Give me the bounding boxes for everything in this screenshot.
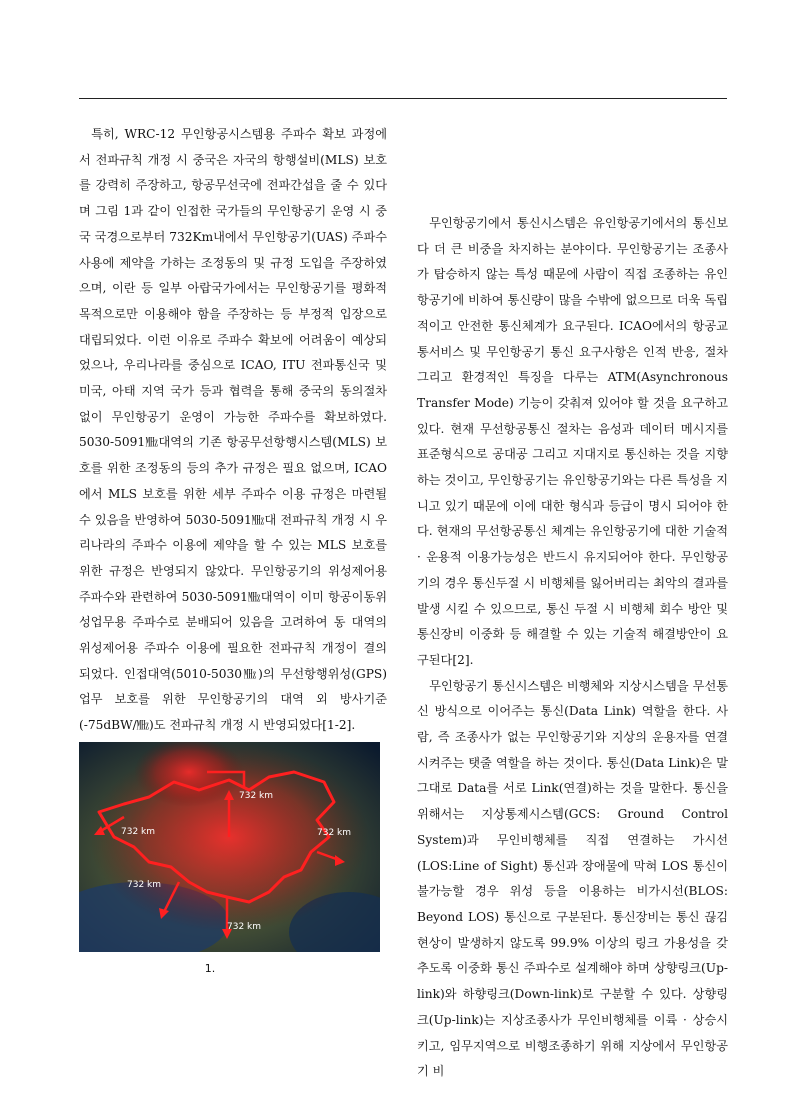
distance-label: 732 km: [121, 827, 156, 837]
distance-label: 732 km: [317, 828, 352, 838]
china-border-map-figure: [79, 742, 380, 952]
distance-label: 732 km: [127, 880, 162, 890]
body-paragraph: 무인항공기 통신시스템은 비행체와 지상시스템을 무선통신 방식으로 이어주는 통신(Data Link) 역할을 한다. 사람, 즉 조종사가 없는 무인항공기와 지상의 운용자를 연결시켜주는 탯줄 역할을 하는 것이다. 통신(Data Link)은 말 그대로 Data를 서로 Link(연결)하는 것을 말한다. 통신을 위해서는 지상통제시스템(GCS: Ground Control System)과 무인비행체를 직접 연결하는 가시선(LOS:Line of Sight) 통신과 장애물에 막혀 LOS 통신이 불가능할 경우 위성 등을 이용하는 비가시선(BLOS: Beyond LOS) 통신으로 구분된다. 통신장비는 통신 끊김 현상이 발생하지 않도록 99.9% 이상의 링크 가용성을 갖추도록 이중화 통신 주파수로 설계해야 하며 상향링크(Up-link)와 하향링크(Down-link)로 구분할 수 있다. 상향링크(Up-link)는 지상조종사가 무인비행체를 이륙 · 상승시키고, 임무지역으로 비행조종하기 위해 지상에서 무인항공기 비: [417, 678, 728, 1079]
body-paragraph: 무인항공기에서 통신시스템은 유인항공기에서의 통신보다 더 큰 비중을 차지하는 분야이다. 무인항공기는 조종사가 탑승하지 않는 특성 때문에 사람이 직접 조종하는 유인항공기에 비하여 통신량이 많을 수밖에 없으므로 더욱 독립적이고 안전한 통신체계가 요구된다. ICAO에서의 항공교통서비스 및 무인항공기 통신 요구사항은 인적 반응, 절차 그리고 환경적인 특징을 다루는 ATM(Asynchronous Transfer Mode) 기능이 갖춰져 있어야 할 것을 요구하고 있다. 현재 무선항공통신 절차는 음성과 데이터 메시지를 표준형식으로 공대공 그리고 지대지로 통신하는 것을 지향하는 것이고, 무인항공기는 유인항공기와는 다른 특성을 지니고 있기 때문에 이에 대한 형식과 등급이 명시 되어야 한다. 현재의 무선항공통신 체계는 유인항공기에 대한 기술적· 운용적 이용가능성은 반드시 유지되어야 한다. 무인항공기의 경우 통신두절 시 비행체를 잃어버리는 최악의 결과를 발생 시킬 수 있으므로, 통신 두절 시 비행체 회수 방안 및 통신장비 이중화 등 해결할 수 있는 기술적 해결방안이 요구된다[2].: [417, 216, 728, 667]
body-paragraph: 특히, WRC-12 무인항공시스템용 주파수 확보 과정에서 전파규칙 개정 시 중국은 자국의 항행설비(MLS) 보호를 강력히 주장하고, 항공무선국에 전파간섭을 줄 수 있다며 그림 1과 같이 인접한 국가들의 무인항공기 운영 시 중국 국경으로부터 732Km내에서 무인항공기(UAS) 주파수 사용에 제약을 가하는 조정동의 및 규정 도입을 주장하였으며, 이란 등 일부 아랍국가에서는 무인항공기를 평화적 목적으로만 이용해야 함을 주장하는 등 부정적 입장으로 대립되었다. 이런 이유로 주파수 확보에 어려움이 예상되었으나, 우리나라를 중심으로 ICAO, ITU 전파통신국 및 미국, 아태 지역 국가 등과 협력을 통해 중국의 동의절차 없이 무인항공기 운영이 가능한 주파수를 확보하였다. 5030-5091㎒대역의 기존 항공무선항행시스템(MLS) 보호를 위한 조정동의 등의 추가 규정은 필요 없으며, ICAO에서 MLS 보호를 위한 세부 주파수 이용 규정은 마련될 수 있음을 반영하여 5030-5091㎒대 전파규칙 개정 시 우리나라의 주파수 이용에 제약을 할 수 있는 MLS 보호를 위한 규정은 반영되지 않았다. 무인항공기의 위성제어용 주파수와 관련하여 5030-5091㎒대역이 이미 항공이동위성업무용 주파수로 분배되어 있음을 고려하여 동 대역의 위성제어용 주파수 이용에 필요한 전파규칙 개정이 결의 되었다. 인접대역(5010-5030㎒)의 무선항행위성(GPS) 업무 보호를 위한 무인항공기의 대역 외 방사기준(-75dBW/㎒)도 전파규칙 개정 시 반영되었다[1-2].: [79, 127, 387, 733]
right-column: [417, 211, 728, 1085]
map-image: [79, 742, 380, 952]
left-column: [79, 122, 387, 739]
distance-label: 732 km: [227, 922, 262, 932]
distance-label: 732 km: [239, 791, 274, 801]
header-rule: [79, 98, 727, 99]
figure-caption: 1.: [204, 962, 216, 975]
